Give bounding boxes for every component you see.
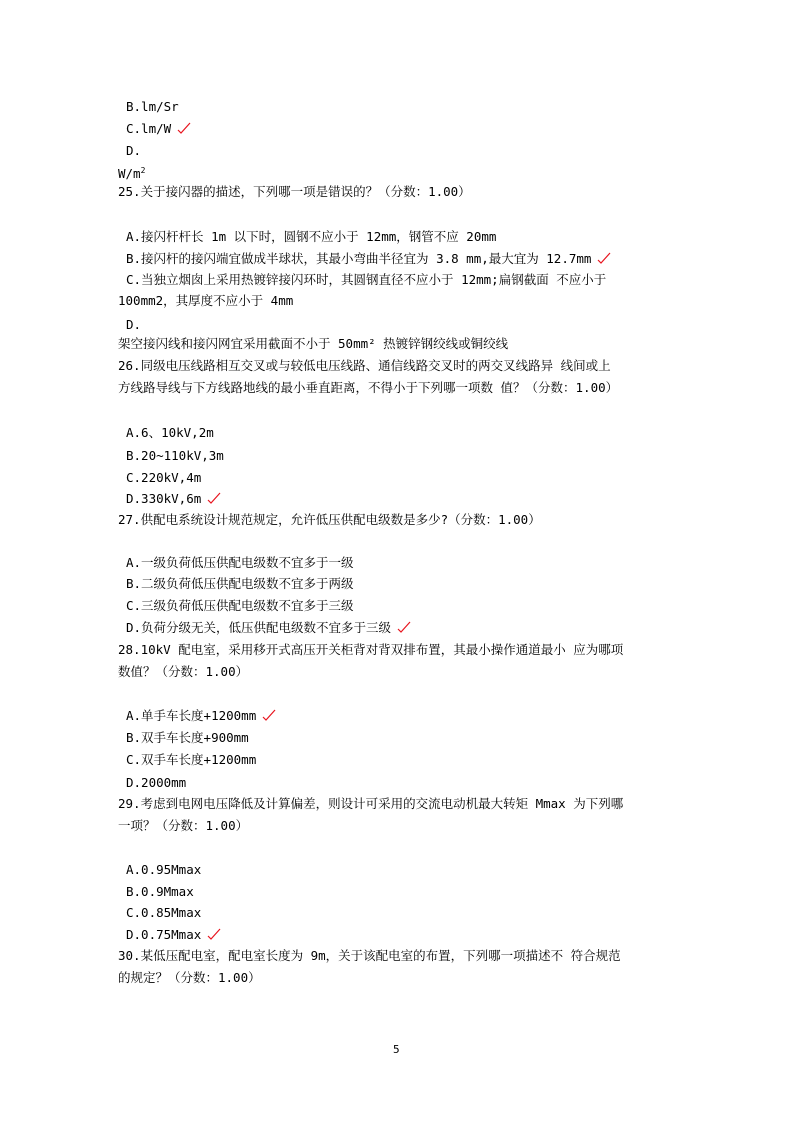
option-c: C.当独立烟囱上采用热镀锌接闪环时，其圆钢直径不应小于 12mm;扁钢截面 不应小于 bbox=[126, 272, 607, 287]
question-28: 28.10kV 配电室，采用移开式高压开关柜背对背双排布置，其最小操作通道最小 应为哪项 bbox=[118, 642, 624, 657]
option-text: A.单手车长度+1200mm bbox=[126, 708, 257, 723]
option-b: B.0.9Mmax bbox=[126, 884, 194, 899]
question-25: 25.关于接闪器的描述，下列哪一项是错误的？（分数：1.00） bbox=[118, 184, 471, 199]
superscript: 2 bbox=[140, 166, 146, 175]
option-c bbox=[126, 121, 191, 137]
option-b: B.双手车长度+900mm bbox=[126, 730, 249, 745]
option-a: A.6、10kV,2m bbox=[126, 425, 214, 440]
question-26-cont: 方线路导线与下方线路地线的最小垂直距离，不得小于下列哪一项数 值？（分数：1.00） bbox=[118, 380, 619, 395]
option-b bbox=[126, 251, 611, 267]
option-c: C.220kV,4m bbox=[126, 470, 202, 485]
question-30-cont: 的规定？（分数：1.00） bbox=[118, 970, 261, 985]
check-mark-icon bbox=[597, 252, 611, 264]
option-d: D.2000mm bbox=[126, 775, 187, 790]
question-30: 30.某低压配电室，配电室长度为 9m，关于该配电室的布置，下列哪一项描述不 符合规范 bbox=[118, 948, 621, 963]
question-29-cont: 一项？（分数：1.00） bbox=[118, 818, 249, 833]
option-b: B.20~110kV,3m bbox=[126, 448, 224, 463]
option-text: B.接闪杆的接闪端宜做成半球状，其最小弯曲半径宜为 3.8 mm,最大宜为 12.7mm bbox=[126, 251, 592, 266]
option-a: A.一级负荷低压供配电级数不宜多于一级 bbox=[126, 555, 354, 570]
check-mark-icon bbox=[207, 928, 221, 940]
check-mark-icon bbox=[207, 492, 221, 504]
option-text: D.330kV,6m bbox=[126, 491, 202, 506]
page-number: 5 bbox=[393, 1043, 400, 1056]
option-b: B.二级负荷低压供配电级数不宜多于两级 bbox=[126, 576, 354, 591]
check-mark-icon bbox=[177, 122, 191, 134]
option-c: C.双手车长度+1200mm bbox=[126, 752, 257, 767]
option-c-cont: 100mm2，其厚度不应小于 4mm bbox=[118, 293, 294, 308]
option-c: C.三级负荷低压供配电级数不宜多于三级 bbox=[126, 598, 354, 613]
option-a: A.接闪杆杆长 1m 以下时，圆钢不应小于 12mm，钢管不应 20mm bbox=[126, 229, 497, 244]
check-mark-icon bbox=[262, 709, 276, 721]
option-d: D. bbox=[126, 317, 142, 332]
option-d: D. bbox=[126, 143, 142, 158]
option-text: D.0.75Mmax bbox=[126, 927, 202, 942]
option-d bbox=[126, 927, 221, 943]
option-text: D.负荷分级无关，低压供配电级数不宜多于三级 bbox=[126, 620, 392, 635]
option-text: C.lm/W bbox=[126, 121, 172, 136]
question-28-cont: 数值？（分数：1.00） bbox=[118, 664, 249, 679]
check-mark-icon bbox=[397, 621, 411, 633]
question-29: 29.考虑到电网电压降低及计算偏差，则设计可采用的交流电动机最大转矩 Mmax 为下列哪 bbox=[118, 796, 624, 811]
option-a: A.0.95Mmax bbox=[126, 862, 202, 877]
option-d-text: 架空接闪线和接闪网宜采用截面不小于 50mm² 热镀锌钢绞线或铜绞线 bbox=[118, 336, 509, 351]
unit: W/m bbox=[118, 166, 141, 182]
question-26: 26.同级电压线路相互交叉或与较低电压线路、通信线路交叉时的两交叉线路异 线间或上 bbox=[118, 358, 611, 373]
option-d bbox=[126, 620, 411, 636]
option-a bbox=[126, 708, 276, 724]
question-27: 27.供配电系统设计规范规定，允许低压供配电级数是多少?（分数：1.00） bbox=[118, 512, 541, 527]
option-c: C.0.85Mmax bbox=[126, 905, 202, 920]
option-d-text bbox=[118, 163, 145, 182]
option-d bbox=[126, 491, 221, 507]
option-b: B.lm/Sr bbox=[126, 99, 179, 114]
